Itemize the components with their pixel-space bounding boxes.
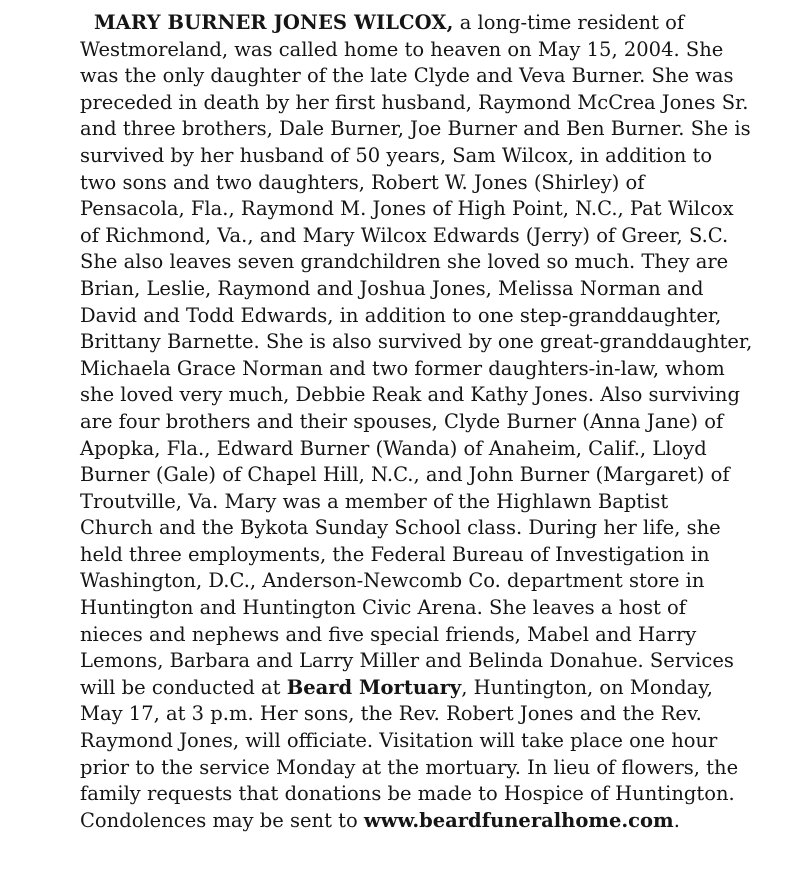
text-line: two sons and two daughters, Robert W. Jones (Shirley) of — [80, 170, 645, 194]
condolences-prefix: Condolences may be sent to — [80, 808, 364, 832]
text-line: preceded in death by her first husband, Raymond McCrea Jones Sr. — [80, 90, 749, 114]
text-line: Huntington and Huntington Civic Arena. She leaves a host of — [80, 596, 687, 620]
text-line: she loved very much, Debbie Reak and Kathy Jones. Also surviving — [80, 383, 740, 407]
text-line: family requests that donations be made to Hospice of Huntington. — [80, 782, 735, 806]
deceased-name: MARY BURNER JONES WILCOX, — [94, 11, 454, 34]
text-line: was the only daughter of the late Clyde and Veva Burner. She was — [80, 64, 734, 88]
services-line — [80, 675, 760, 702]
text-line: Troutville, Va. Mary was a member of the Highlawn Baptist — [80, 489, 669, 513]
text-line: survived by her husband of 50 years, Sam Wilcox, in addition to — [80, 143, 713, 167]
text-line: Brittany Barnette. She is also survived by one great-granddaughter, — [80, 330, 753, 354]
condolences-line — [80, 808, 760, 835]
text-line: and three brothers, Dale Burner, Joe Burner and Ben Burner. She is — [80, 117, 751, 141]
text-line: May 17, at 3 p.m. Her sons, the Rev. Robert Jones and the Rev. — [80, 702, 702, 726]
text-line: Washington, D.C., Anderson-Newcomb Co. department store in — [80, 569, 705, 593]
text-line: prior to the service Monday at the mortuary. In lieu of flowers, the — [80, 755, 739, 779]
text-line: She also leaves seven grandchildren she loved so much. They are — [80, 250, 729, 274]
text-line: a long-time resident of — [453, 11, 685, 34]
services-prefix: will be conducted at — [80, 675, 287, 699]
text-line: are four brothers and their spouses, Clyde Burner (Anna Jane) of — [80, 409, 724, 433]
text-line: David and Todd Edwards, in addition to one step-granddaughter, — [80, 303, 722, 327]
text-line: Lemons, Barbara and Larry Miller and Belinda Donahue. Services — [80, 649, 734, 673]
text-line: Burner (Gale) of Chapel Hill, N.C., and John Burner (Margaret) of — [80, 463, 730, 487]
website-link: www.beardfuneralhome.com — [363, 808, 674, 832]
text-line: Pensacola, Fla., Raymond M. Jones of High Point, N.C., Pat Wilcox — [80, 197, 734, 221]
text-line: Westmoreland, was called home to heaven on May 15, 2004. She — [80, 37, 724, 61]
text-line: held three employments, the Federal Bureau of Investigation in — [80, 542, 710, 566]
text-line: Raymond Jones, will officiate. Visitation will take place one hour — [80, 729, 718, 753]
text-line: nieces and nephews and five special friends, Mabel and Harry — [80, 622, 697, 646]
website-suffix: . — [673, 808, 680, 832]
text-line: Church and the Bykota Sunday School class. During her life, she — [80, 516, 721, 540]
text-line: Apopka, Fla., Edward Burner (Wanda) of Anaheim, Calif., Lloyd — [80, 436, 707, 460]
services-suffix: , Huntington, on Monday, — [461, 675, 713, 699]
text-line: Michaela Grace Norman and two former daughters-in-law, whom — [80, 356, 725, 380]
obituary-text — [80, 10, 760, 834]
text-line: Brian, Leslie, Raymond and Joshua Jones, Melissa Norman and — [80, 276, 704, 300]
mortuary-name: Beard Mortuary — [286, 675, 462, 699]
text-line: of Richmond, Va., and Mary Wilcox Edwards (Jerry) of Greer, S.C. — [80, 223, 729, 247]
obituary-first-line — [80, 10, 760, 37]
